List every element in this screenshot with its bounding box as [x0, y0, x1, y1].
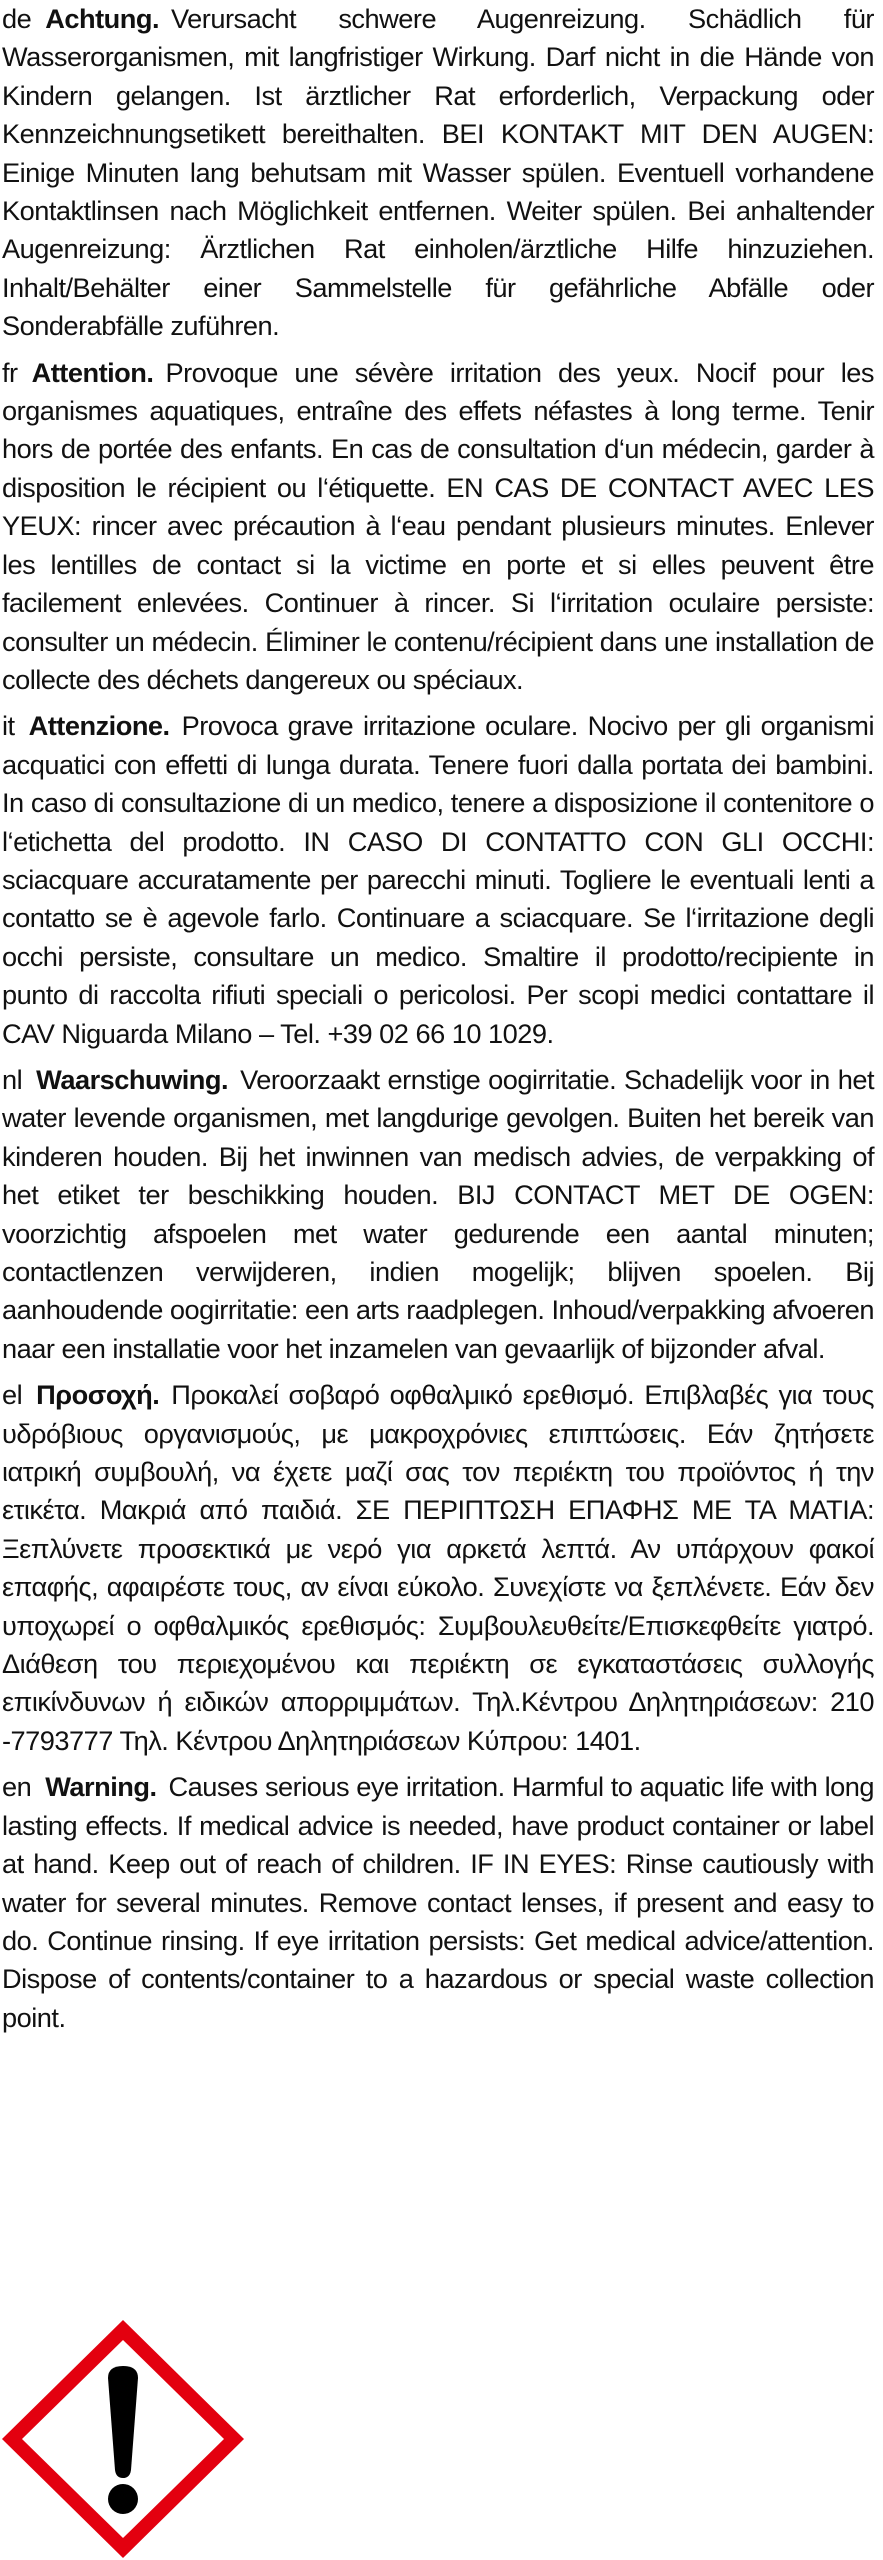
hazard-statement-text: Causes serious eye irritation. Harmful to aquatic life with long lasting effects. If medical advice is needed, have product container or label at hand. Keep out of reach of children. IF IN EYES: Rinse cautiously with water for several minutes. Remove contact lenses, if present and easy to do. Continue rinsing. If eye irritation persists: Get medical advice/attention. Dispose of contents/container to a hazardous or special waste collection point.: [2, 1771, 874, 2033]
exclamation-dot: [108, 2484, 138, 2514]
signal-word: Attention.: [31, 356, 154, 388]
language-code: fr: [2, 356, 18, 388]
signal-word: Achtung.: [45, 3, 160, 34]
language-code: nl: [2, 1063, 23, 1095]
hazard-statement-text: Provoca grave irritazione oculare. Nocivo per gli organismi acquatici con effetti di lunga durata. Tenere fuori dalla portata dei bambini. In caso di consultazione di un medico, tenere a disposizione il contenitore o l‘etichetta del prodotto. IN CASO DI CONTATTO CON GLI OCCHI: sciacquare accuratamente per parecchi minuti. Togliere le eventuali lenti a contatto se è agevole farlo. Continuare a sciacquare. Se l‘irritazione degli occhi persiste, consultare un medico. Smaltire il prodotto/recipiente in punto di raccolta rifiuti speciali o pericolosi. Per scopi medici contattare il CAV Niguarda Milano – Tel. +39 02 66 10 1029.: [2, 710, 874, 1049]
language-code: en: [2, 1771, 32, 1803]
signal-word: Attenzione.: [28, 710, 170, 742]
language-code: de: [2, 3, 32, 34]
hazard-statement-text: Προκαλεί σοβαρό οφθαλμικό ερεθισμό. Επιβλαβές για τους υδρόβιους οργανισμούς, με μακροχρόνιες επιπτώσεις. Εάν ζητήσετε ιατρική συμβουλή, να έχετε μαζί σας τον περιέκτη του προϊόντος ή την ετικέτα. Μακριά από παιδιά. ΣΕ ΠΕΡΙΠΤΩΣΗ ΕΠΑΦΗΣ ΜΕ ΤΑ ΜΑΤΙΑ: Ξεπλύνετε προσεκτικά με νερό για αρκετά λεπτά. Αν υπάρχουν φακοί επαφής, αφαιρέστε τους, αν είναι εύκολο. Συνεχίστε να ξεπλένετε. Εάν δεν υποχωρεί ο οφθαλμικός ερεθισμός: Συμβουλευθείτε/Επισκεφθείτε γιατρό. Διάθεση του περιεχομένου και περιέκτη σε εγκαταστάσεις συλλογής επικίνδυνων ή ειδικών απορριμμάτων. Τηλ.Κέντρου Δηλητηριάσεων: 210 -7793777 Τηλ. Κέντρου Δηλητηριάσεων Κύπρου: 1401.: [2, 1379, 874, 1756]
signal-word: Waarschuwing.: [36, 1063, 229, 1095]
hazard-statement-text: Verursacht schwere Augenreizung. Schädlich für Wasserorganismen, mit langfristiger Wirkung. Darf nicht in die Hände von Kindern gelangen. Ist ärztlicher Rat erforderlich, Verpackung oder Kennzeichnungsetikett bereithalten. BEI KONTAKT MIT DEN AUGEN: Einige Minuten lang behutsam mit Wasser spülen. Eventuell vorhandene Kontaktlinsen nach Möglichkeit entfernen. Weiter spülen. Bei anhaltender Augenreizung: Ärztlichen Rat einholen/ärztliche Hilfe hinzuziehen. Inhalt/Behälter einer Sammelstelle für gefährliche Abfälle oder Sonderabfälle zuführen.: [2, 3, 874, 342]
hazard-statement-text: Veroorzaakt ernstige oogirritatie. Schadelijk voor in het water levende organismen, met langdurige gevolgen. Buiten het bereik van kinderen houden. Bij het inwinnen van medisch advies, de verpakking of het etiket ter beschikking houden. BIJ CONTACT MET DE OGEN: voorzichtig afspoelen met water gedurende een aantal minuten; contactlenzen verwijderen, indien mogelijk; blijven spoelen. Bij aanhoudende oogirritatie: een arts raadplegen. Inhoud/verpakking afvoeren naar een installatie voor het inzamelen van gevaarlijk of bijzonder afval.: [2, 1063, 874, 1364]
warning-section-el: [2, 1376, 874, 1760]
language-code: el: [2, 1379, 23, 1411]
warning-section-nl: [2, 1061, 874, 1368]
multilingual-warning-text: [2, 0, 874, 2037]
warning-section-en: [2, 1768, 874, 2037]
signal-word: Προσοχή.: [36, 1379, 160, 1411]
ghs-exclamation-hazard-icon: [0, 2318, 246, 2560]
warning-section-fr: [2, 354, 874, 700]
hazard-statement-text: Provoque une sévère irritation des yeux. Nocif pour les organismes aquatiques, entraîne des effets néfastes à long terme. Tenir hors de portée des enfants. En cas de consultation d‘un médecin, garder à disposition le récipient ou l‘étiquette. EN CAS DE CONTACT AVEC LES YEUX: rincer avec précaution à l‘eau pendant plusieurs minutes. Enlever les lentilles de contact si la victime en porte et si elles peuvent être facilement enlevées. Continuer à rincer. Si l‘irritation oculaire persiste: consulter un médecin. Éliminer le contenu/récipient dans une installation de collecte des déchets dangereux ou spéciaux.: [2, 356, 874, 695]
warning-section-de: [2, 0, 874, 346]
signal-word: Warning.: [45, 1771, 157, 1803]
language-code: it: [2, 710, 15, 742]
warning-section-it: [2, 707, 874, 1053]
